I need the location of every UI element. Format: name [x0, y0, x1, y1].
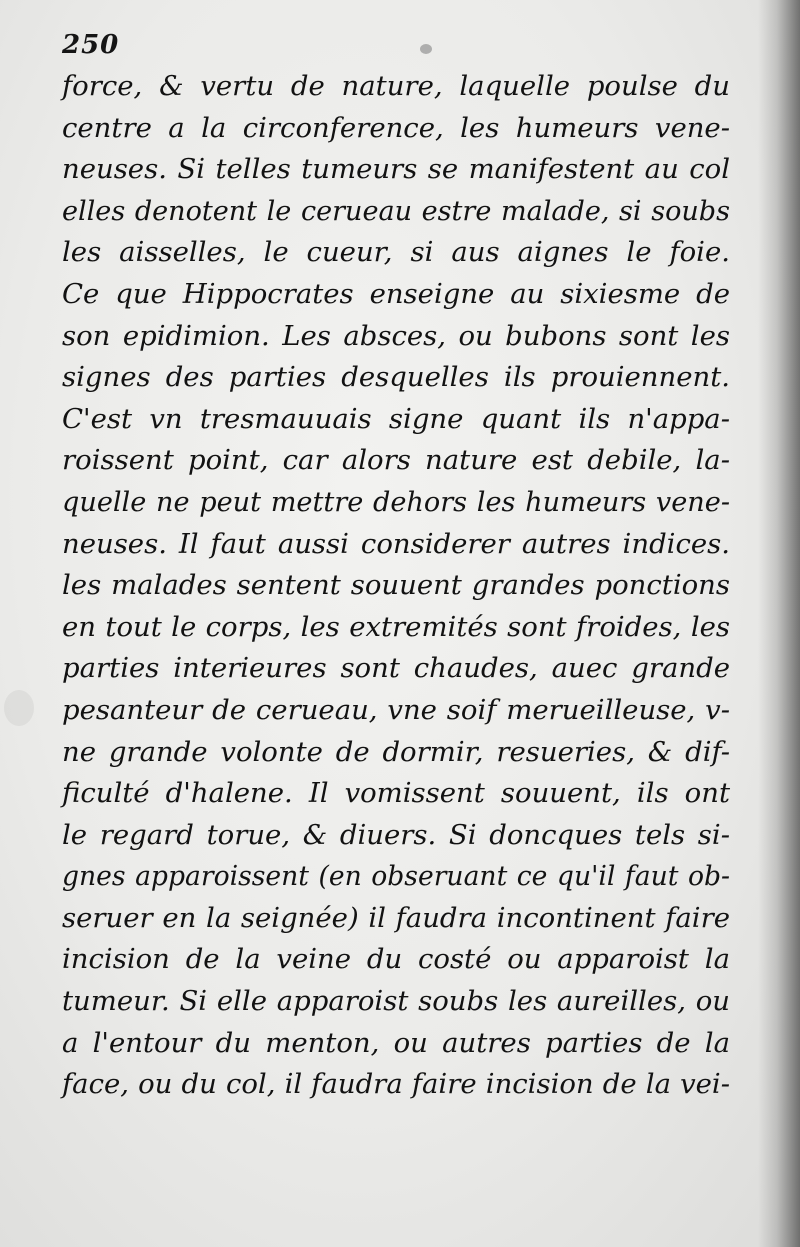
body-text — [62, 66, 730, 1106]
text-line: les aisselles, le cueur, si aus aignes le foie. — [62, 236, 730, 269]
text-line: pesanteur de cerueau, vne soif merueilleuse, v- — [62, 693, 730, 726]
text-line: ficulté d'halene. Il vomissent souuent, ils ont — [62, 777, 730, 810]
text-line: parties interieures sont chaudes, auec grande — [62, 652, 730, 685]
text-line: roissent point, car alors nature est debile, la- — [62, 444, 730, 477]
text-line: seruer en la seignée) il faudra incontinent faire — [62, 901, 730, 934]
text-line: Ce que Hippocrates enseigne au sixiesme de — [62, 277, 730, 310]
text-line: ne grande volonte de dormir, resueries, & dif- — [62, 735, 730, 768]
text-line: face, ou du col, il faudra faire incision de la vei- — [62, 1068, 730, 1101]
text-line: centre a la circonference, les humeurs vene- — [62, 111, 730, 144]
text-line: neuses. Il faut aussi considerer autres indices. — [62, 527, 730, 560]
text-line: signes des parties desquelles ils prouiennent. — [62, 361, 730, 394]
page-number: 250 — [62, 30, 120, 60]
text-line: C'est vn tresmauuais signe quant ils n'appa- — [62, 402, 730, 435]
text-line: elles denotent le cerueau estre malade, si soubs — [62, 195, 730, 227]
text-line: a l'entour du menton, ou autres parties de la — [62, 1026, 730, 1059]
text-line: force, & vertu de nature, laquelle poulse du — [62, 70, 730, 102]
paper-stain — [4, 690, 34, 726]
text-line: le regard torue, & diuers. Si doncques tels si- — [62, 818, 730, 851]
text-line: en tout le corps, les extremités sont froides, les — [62, 610, 730, 643]
text-line: neuses. Si telles tumeurs se manifestent au col — [62, 153, 730, 186]
text-line: tumeur. Si elle apparoist soubs les aureilles, ou — [62, 985, 730, 1018]
text-line: les malades sentent souuent grandes ponctions — [62, 569, 730, 602]
page-gutter-shadow — [758, 0, 800, 1247]
text-line: incision de la veine du costé ou apparoist la — [62, 943, 730, 976]
text-line: quelle ne peut mettre dehors les humeurs vene- — [62, 486, 730, 518]
paper-stain — [420, 44, 432, 54]
text-line: gnes apparoissent (en obseruant ce qu'il faut ob- — [62, 861, 730, 893]
text-line: son epidimion. Les absces, ou bubons sont les — [62, 319, 730, 352]
